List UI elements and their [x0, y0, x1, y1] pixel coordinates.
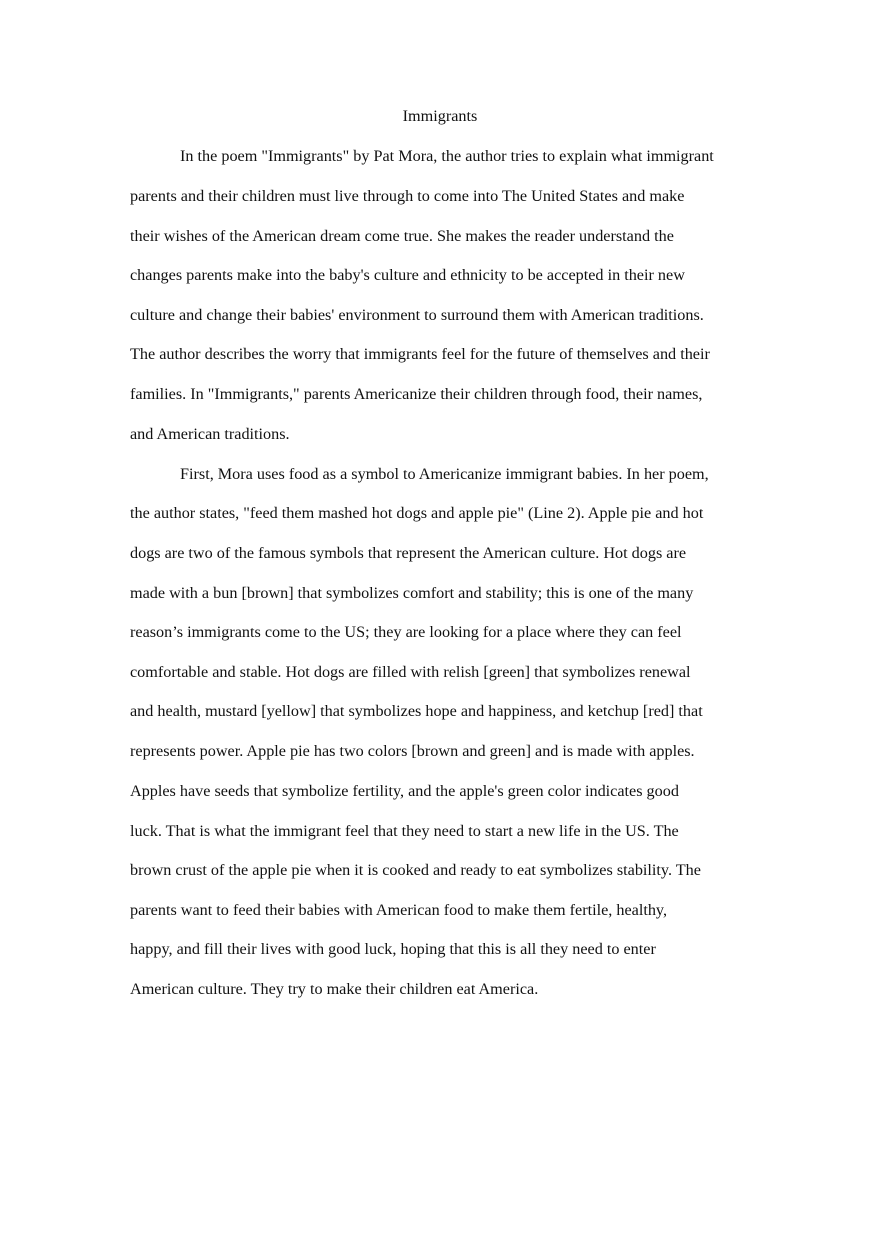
paragraph-1-line-4: changes parents make into the baby's culture and ethnicity to be accepted in their new	[130, 266, 685, 284]
paragraph-2-line-13: happy, and fill their lives with good luck, hoping that this is all they need to enter	[130, 940, 656, 958]
paragraph-2-line-2: the author states, "feed them mashed hot dogs and apple pie" (Line 2). Apple pie and hot	[130, 504, 704, 522]
paragraph-1-line-8: and American traditions.	[130, 425, 290, 443]
paragraph-2-line-1: First, Mora uses food as a symbol to Americanize immigrant babies. In her poem,	[180, 465, 709, 483]
paragraph-1-line-5: culture and change their babies' environment to surround them with American traditions.	[130, 306, 704, 324]
page-title: Immigrants	[402, 107, 478, 125]
paragraph-1-line-3: their wishes of the American dream come true. She makes the reader understand the	[130, 227, 674, 245]
paragraph-2-line-3: dogs are two of the famous symbols that represent the American culture. Hot dogs are	[130, 544, 687, 562]
paragraph-2-line-4: made with a bun [brown] that symbolizes comfort and stability; this is one of the many	[130, 584, 694, 602]
paragraph-1-line-2: parents and their children must live through to come into The United States and make	[130, 187, 685, 205]
paragraph-2-line-8: represents power. Apple pie has two colors [brown and green] and is made with apples.	[130, 742, 695, 760]
paragraph-1-line-7: families. In "Immigrants," parents Americanize their children through food, their names,	[130, 385, 703, 403]
paragraph-2-line-9: Apples have seeds that symbolize fertility, and the apple's green color indicates good	[130, 782, 679, 800]
paragraph-2-line-14: American culture. They try to make their children eat America.	[130, 980, 539, 998]
paragraph-1-line-6: The author describes the worry that immigrants feel for the future of themselves and their	[130, 345, 710, 363]
paragraph-2-line-12: parents want to feed their babies with American food to make them fertile, healthy,	[130, 901, 667, 919]
paragraph-2-line-11: brown crust of the apple pie when it is cooked and ready to eat symbolizes stability. The	[130, 861, 701, 879]
paragraph-1-line-1: In the poem "Immigrants" by Pat Mora, the author tries to explain what immigrant	[180, 147, 714, 165]
paragraph-2-line-10: luck. That is what the immigrant feel that they need to start a new life in the US. The	[130, 822, 679, 840]
paragraph-2-line-7: and health, mustard [yellow] that symbolizes hope and happiness, and ketchup [red] that	[130, 702, 703, 720]
paragraph-2-line-5: reason’s immigrants come to the US; they are looking for a place where they can feel	[130, 623, 682, 641]
paragraph-2-line-6: comfortable and stable. Hot dogs are filled with relish [green] that symbolizes renewal	[130, 663, 691, 681]
